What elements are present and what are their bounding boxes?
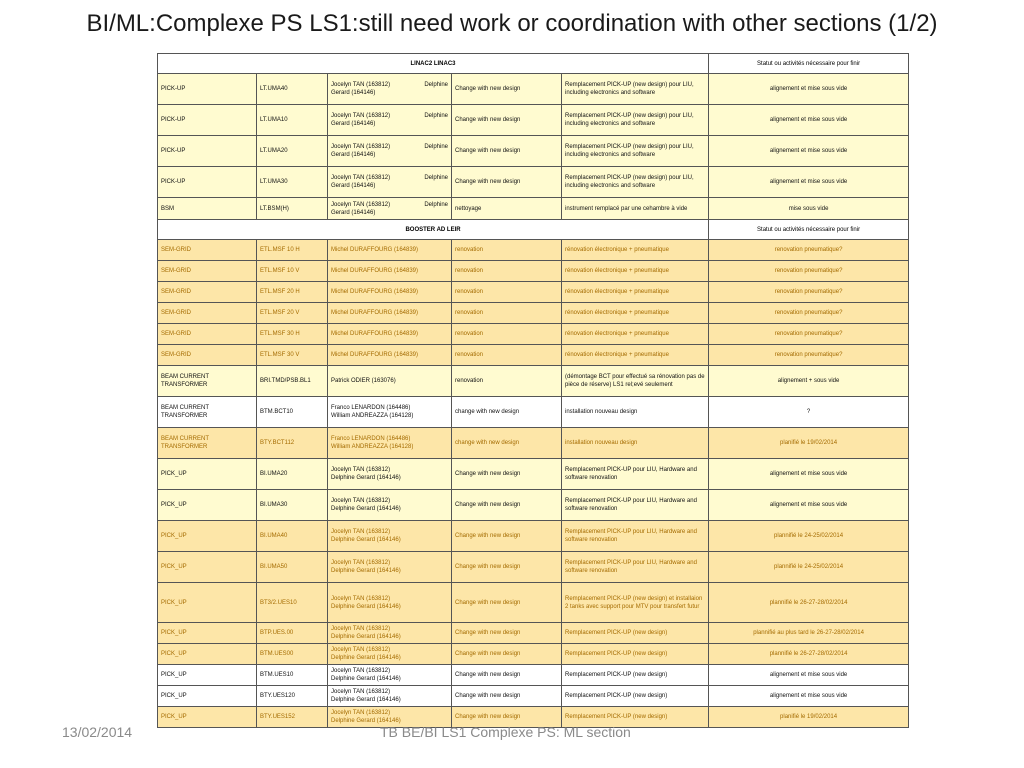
equipment-type-cell: PICK-UP bbox=[158, 167, 257, 198]
responsible-cell bbox=[328, 521, 452, 552]
description-cell: Remplacement PICK-UP pour LIU, Hardware and software renovation bbox=[562, 552, 709, 583]
equipment-ref-cell: ETL.MSF 20 V bbox=[257, 303, 328, 324]
action-cell: change with new design bbox=[452, 428, 562, 459]
responsible-line-1 bbox=[331, 595, 448, 603]
responsible-line-2: Delphine Gerard (164146) bbox=[331, 506, 401, 512]
responsible-name: Jocelyn TAN (163812) bbox=[331, 560, 391, 566]
description-cell: rénovation électronique + pneumatique bbox=[562, 324, 709, 345]
table-row bbox=[158, 345, 909, 366]
status-cell: ? bbox=[709, 397, 909, 428]
responsible-name: Jocelyn TAN (163812) bbox=[331, 201, 391, 208]
table-row bbox=[158, 665, 909, 686]
responsible-name-right: Delphine bbox=[424, 175, 448, 181]
responsible-name: Jocelyn TAN (163812) bbox=[331, 710, 391, 716]
equipment-ref-cell: ETL.MSF 30 H bbox=[257, 324, 328, 345]
equipment-ref-cell: BI.UMA30 bbox=[257, 490, 328, 521]
responsible-cell bbox=[328, 240, 452, 261]
equipment-type-cell: SEM-GRID bbox=[158, 282, 257, 303]
equipment-type-cell: SEM-GRID bbox=[158, 345, 257, 366]
responsible-name: Jocelyn TAN (163812) bbox=[331, 626, 391, 632]
table-row bbox=[158, 428, 909, 459]
responsible-cell bbox=[328, 665, 452, 686]
status-cell: alignement + sous vide bbox=[709, 366, 909, 397]
responsible-name: Franco LENARDON (164486) bbox=[331, 436, 411, 442]
equipment-type-cell: SEM-GRID bbox=[158, 240, 257, 261]
equipment-type-cell: SEM-GRID bbox=[158, 303, 257, 324]
table-row bbox=[158, 240, 909, 261]
action-cell: renovation bbox=[452, 324, 562, 345]
status-cell: alignement et mise sous vide bbox=[709, 686, 909, 707]
responsible-line-2: Gerard (164146) bbox=[331, 121, 376, 127]
responsible-name-right: Delphine bbox=[424, 113, 448, 119]
responsible-cell bbox=[328, 686, 452, 707]
action-cell: Change with new design bbox=[452, 665, 562, 686]
action-cell: Change with new design bbox=[452, 105, 562, 136]
equipment-ref-cell: LT.UMA40 bbox=[257, 74, 328, 105]
description-cell: Remplacement PICK-UP pour LIU, Hardware and software renovation bbox=[562, 459, 709, 490]
responsible-cell bbox=[328, 366, 452, 397]
equipment-type-cell: BEAM CURRENT TRANSFORMER bbox=[158, 366, 257, 397]
table-row bbox=[158, 261, 909, 282]
section-title: LINAC2 LINAC3 bbox=[158, 54, 709, 74]
section-header-row bbox=[158, 54, 909, 74]
table-row bbox=[158, 644, 909, 665]
table-row bbox=[158, 366, 909, 397]
equipment-ref-cell: BTY.UES152 bbox=[257, 707, 328, 728]
equipment-ref-cell: BTM.UES10 bbox=[257, 665, 328, 686]
responsible-name-right: Delphine bbox=[424, 201, 448, 208]
responsible-cell bbox=[328, 397, 452, 428]
description-cell: Remplacement PICK-UP (new design) pour LIU, including electronics and software bbox=[562, 74, 709, 105]
action-cell: renovation bbox=[452, 366, 562, 397]
responsible-line-2: Delphine Gerard (164146) bbox=[331, 697, 401, 703]
responsible-name: Jocelyn TAN (163812) bbox=[331, 144, 391, 150]
responsible-line-2: Delphine Gerard (164146) bbox=[331, 634, 401, 640]
action-cell: Change with new design bbox=[452, 136, 562, 167]
equipment-ref-cell: LT.BSM(H) bbox=[257, 198, 328, 220]
table-row bbox=[158, 303, 909, 324]
equipment-ref-cell: BTP.UES.00 bbox=[257, 623, 328, 644]
responsible-name: Jocelyn TAN (163812) bbox=[331, 647, 391, 653]
action-cell: Change with new design bbox=[452, 583, 562, 623]
responsible-name: Michel DURAFFOURG (164839) bbox=[331, 268, 419, 274]
responsible-cell bbox=[328, 198, 452, 220]
table-row bbox=[158, 198, 909, 220]
action-cell: Change with new design bbox=[452, 707, 562, 728]
equipment-ref-cell: BI.UMA20 bbox=[257, 459, 328, 490]
equipment-type-cell: PICK-UP bbox=[158, 105, 257, 136]
table-row bbox=[158, 521, 909, 552]
description-cell: instrument remplacé par une cehambre à vide bbox=[562, 198, 709, 220]
status-cell: plannifié au plus tard le 26-27-28/02/2014 bbox=[709, 623, 909, 644]
responsible-line-1 bbox=[331, 143, 448, 151]
responsible-line-1 bbox=[331, 288, 448, 296]
status-cell: alignement et mise sous vide bbox=[709, 167, 909, 198]
equipment-ref-cell: BTY.BCT112 bbox=[257, 428, 328, 459]
responsible-line-2: Delphine Gerard (164146) bbox=[331, 676, 401, 682]
responsible-line-2: Gerard (164146) bbox=[331, 209, 376, 216]
footer-date: 13/02/2014 bbox=[62, 724, 133, 740]
responsible-line-2: Delphine Gerard (164146) bbox=[331, 475, 401, 481]
status-cell: plannifié le 24-25/02/2014 bbox=[709, 552, 909, 583]
status-cell: alignement et mise sous vide bbox=[709, 105, 909, 136]
status-cell: renovation pneumatique? bbox=[709, 303, 909, 324]
table-row bbox=[158, 552, 909, 583]
equipment-ref-cell: BI.UMA40 bbox=[257, 521, 328, 552]
status-cell: planifié le 19/02/2014 bbox=[709, 707, 909, 728]
responsible-line-2: Delphine Gerard (164146) bbox=[331, 603, 401, 610]
responsible-name: Patrick ODIER (163076) bbox=[331, 378, 396, 384]
responsible-cell bbox=[328, 583, 452, 623]
responsible-line-1 bbox=[331, 246, 448, 254]
responsible-line-2: Delphine Gerard (164146) bbox=[331, 718, 401, 724]
responsible-line-1 bbox=[331, 201, 448, 209]
equipment-type-cell: SEM-GRID bbox=[158, 324, 257, 345]
table-row bbox=[158, 686, 909, 707]
responsible-name: Michel DURAFFOURG (164839) bbox=[331, 352, 419, 358]
responsible-line-2: Gerard (164146) bbox=[331, 90, 376, 96]
description-cell: Remplacement PICK-UP (new design) pour LIU, including electronics and software bbox=[562, 136, 709, 167]
responsible-name-right: Delphine bbox=[424, 82, 448, 88]
equipment-status-table bbox=[157, 53, 909, 728]
status-cell: renovation pneumatique? bbox=[709, 261, 909, 282]
equipment-type-cell: PICK_UP bbox=[158, 707, 257, 728]
responsible-line-2: Delphine Gerard (164146) bbox=[331, 655, 401, 661]
status-cell: plannifié le 26-27-28/02/2014 bbox=[709, 644, 909, 665]
status-cell: mise sous vide bbox=[709, 198, 909, 220]
status-cell: alignement et mise sous vide bbox=[709, 74, 909, 105]
responsible-line-1 bbox=[331, 435, 448, 443]
slide-title: BI/ML:Complexe PS LS1:still need work or coordination with other sections (1/2) bbox=[86, 10, 938, 37]
description-cell: Remplacement PICK-UP pour LIU, Hardware and software renovation bbox=[562, 521, 709, 552]
table-row bbox=[158, 167, 909, 198]
responsible-cell bbox=[328, 136, 452, 167]
responsible-name: Jocelyn TAN (163812) bbox=[331, 689, 391, 695]
action-cell: renovation bbox=[452, 282, 562, 303]
equipment-type-cell: PICK_UP bbox=[158, 644, 257, 665]
equipment-type-cell: BEAM CURRENT TRANSFORMER bbox=[158, 428, 257, 459]
equipment-ref-cell: LT.UMA20 bbox=[257, 136, 328, 167]
responsible-name: Michel DURAFFOURG (164839) bbox=[331, 247, 419, 253]
equipment-type-cell: PICK_UP bbox=[158, 552, 257, 583]
status-cell: alignement et mise sous vide bbox=[709, 665, 909, 686]
responsible-line-2: Gerard (164146) bbox=[331, 152, 376, 158]
responsible-line-1 bbox=[331, 528, 448, 536]
equipment-ref-cell: BRI.TMD/PSB.BL1 bbox=[257, 366, 328, 397]
responsible-line-1 bbox=[331, 559, 448, 567]
equipment-type-cell: BSM bbox=[158, 198, 257, 220]
responsible-name: Jocelyn TAN (163812) bbox=[331, 467, 391, 473]
status-cell: alignement et mise sous vide bbox=[709, 136, 909, 167]
responsible-cell bbox=[328, 552, 452, 583]
responsible-line-2: Delphine Gerard (164146) bbox=[331, 537, 401, 543]
section-header-row bbox=[158, 220, 909, 240]
responsible-name: Jocelyn TAN (163812) bbox=[331, 668, 391, 674]
responsible-cell bbox=[328, 303, 452, 324]
responsible-line-1 bbox=[331, 112, 448, 120]
action-cell: renovation bbox=[452, 303, 562, 324]
table-row bbox=[158, 324, 909, 345]
responsible-name-right: Delphine bbox=[424, 144, 448, 150]
responsible-line-1 bbox=[331, 309, 448, 317]
table-row bbox=[158, 397, 909, 428]
responsible-line-1 bbox=[331, 267, 448, 275]
responsible-cell bbox=[328, 644, 452, 665]
equipment-ref-cell: ETL.MSF 10 V bbox=[257, 261, 328, 282]
status-column-header: Statut ou activités nécessaire pour finir bbox=[709, 220, 909, 240]
description-cell: installation nouveau design bbox=[562, 428, 709, 459]
status-cell: plannifié le 26-27-28/02/2014 bbox=[709, 583, 909, 623]
equipment-type-cell: PICK_UP bbox=[158, 521, 257, 552]
action-cell: Change with new design bbox=[452, 644, 562, 665]
equipment-ref-cell: BTM.UES00 bbox=[257, 644, 328, 665]
action-cell: Change with new design bbox=[452, 490, 562, 521]
responsible-name: Jocelyn TAN (163812) bbox=[331, 498, 391, 504]
description-cell: rénovation électronique + pneumatique bbox=[562, 345, 709, 366]
responsible-name: Franco LENARDON (164486) bbox=[331, 405, 411, 411]
responsible-cell bbox=[328, 623, 452, 644]
description-cell: Remplacement PICK-UP (new design) pour LIU, including electronics and software bbox=[562, 105, 709, 136]
equipment-type-cell: PICK_UP bbox=[158, 583, 257, 623]
status-column-header: Statut ou activités nécessaire pour finir bbox=[709, 54, 909, 74]
equipment-ref-cell: BT3/2.UES10 bbox=[257, 583, 328, 623]
responsible-line-2: William ANDREAZZA (164128) bbox=[331, 444, 414, 450]
equipment-type-cell: PICK_UP bbox=[158, 623, 257, 644]
responsible-line-1 bbox=[331, 351, 448, 359]
responsible-cell bbox=[328, 459, 452, 490]
action-cell: Change with new design bbox=[452, 459, 562, 490]
description-cell: Remplacement PICK-UP (new design) bbox=[562, 623, 709, 644]
status-cell: renovation pneumatique? bbox=[709, 345, 909, 366]
equipment-type-cell: SEM-GRID bbox=[158, 261, 257, 282]
equipment-type-cell: PICK_UP bbox=[158, 459, 257, 490]
action-cell: renovation bbox=[452, 240, 562, 261]
description-cell: Remplacement PICK-UP (new design) pour LIU, including electronics and software bbox=[562, 167, 709, 198]
equipment-type-cell: PICK-UP bbox=[158, 136, 257, 167]
responsible-cell bbox=[328, 261, 452, 282]
equipment-ref-cell: BI.UMA50 bbox=[257, 552, 328, 583]
equipment-ref-cell: ETL.MSF 30 V bbox=[257, 345, 328, 366]
responsible-name: Michel DURAFFOURG (164839) bbox=[331, 310, 419, 316]
responsible-name: Jocelyn TAN (163812) bbox=[331, 175, 391, 181]
responsible-line-1 bbox=[331, 646, 448, 654]
status-cell: plannifié le 24-25/02/2014 bbox=[709, 521, 909, 552]
table-row bbox=[158, 74, 909, 105]
responsible-line-1 bbox=[331, 174, 448, 182]
responsible-name: Michel DURAFFOURG (164839) bbox=[331, 289, 419, 295]
table-row bbox=[158, 105, 909, 136]
responsible-line-1 bbox=[331, 466, 448, 474]
responsible-line-1 bbox=[331, 709, 448, 717]
responsible-line-1 bbox=[331, 625, 448, 633]
responsible-line-2: Delphine Gerard (164146) bbox=[331, 568, 401, 574]
status-cell: planifié le 19/02/2014 bbox=[709, 428, 909, 459]
responsible-line-2: Gerard (164146) bbox=[331, 183, 376, 189]
action-cell: Change with new design bbox=[452, 552, 562, 583]
description-cell: rénovation électronique + pneumatique bbox=[562, 240, 709, 261]
description-cell: (démontage BCT pour effectué sa rénovation pas de pièce de réserve) LS1 rel;evé seulement bbox=[562, 366, 709, 397]
responsible-cell bbox=[328, 105, 452, 136]
equipment-ref-cell: LT.UMA30 bbox=[257, 167, 328, 198]
responsible-cell bbox=[328, 282, 452, 303]
equipment-ref-cell: LT.UMA10 bbox=[257, 105, 328, 136]
description-cell: Remplacement PICK-UP (new design) bbox=[562, 644, 709, 665]
action-cell: Change with new design bbox=[452, 167, 562, 198]
equipment-type-cell: PICK_UP bbox=[158, 490, 257, 521]
action-cell: nettoyage bbox=[452, 198, 562, 220]
responsible-name: Jocelyn TAN (163812) bbox=[331, 529, 391, 535]
table-body bbox=[158, 54, 909, 728]
description-cell: rénovation électronique + pneumatique bbox=[562, 261, 709, 282]
table-row bbox=[158, 490, 909, 521]
responsible-cell bbox=[328, 428, 452, 459]
action-cell: Change with new design bbox=[452, 623, 562, 644]
responsible-line-1 bbox=[331, 404, 448, 412]
equipment-type-cell: BEAM CURRENT TRANSFORMER bbox=[158, 397, 257, 428]
description-cell: Remplacement PICK-UP (new design) bbox=[562, 686, 709, 707]
status-cell: alignement et mise sous vide bbox=[709, 459, 909, 490]
action-cell: Change with new design bbox=[452, 74, 562, 105]
description-cell: Remplacement PICK-UP (new design) bbox=[562, 707, 709, 728]
status-cell: alignement et mise sous vide bbox=[709, 490, 909, 521]
section-title: BOOSTER AD LEIR bbox=[158, 220, 709, 240]
table-row bbox=[158, 583, 909, 623]
responsible-line-1 bbox=[331, 377, 448, 385]
responsible-cell bbox=[328, 167, 452, 198]
table-row bbox=[158, 623, 909, 644]
footer-center-text: TB BE/BI LS1 Complexe PS: ML section bbox=[380, 724, 631, 740]
action-cell: renovation bbox=[452, 345, 562, 366]
status-cell: renovation pneumatique? bbox=[709, 240, 909, 261]
table-row bbox=[158, 136, 909, 167]
responsible-cell bbox=[328, 74, 452, 105]
action-cell: Change with new design bbox=[452, 686, 562, 707]
table-row bbox=[158, 282, 909, 303]
responsible-cell bbox=[328, 324, 452, 345]
equipment-ref-cell: BTY.UES120 bbox=[257, 686, 328, 707]
responsible-line-1 bbox=[331, 497, 448, 505]
action-cell: Change with new design bbox=[452, 521, 562, 552]
responsible-line-1 bbox=[331, 81, 448, 89]
status-cell: renovation pneumatique? bbox=[709, 324, 909, 345]
equipment-type-cell: PICK-UP bbox=[158, 74, 257, 105]
responsible-name: Jocelyn TAN (163812) bbox=[331, 595, 391, 602]
equipment-ref-cell: BTM.BCT10 bbox=[257, 397, 328, 428]
responsible-name: Jocelyn TAN (163812) bbox=[331, 82, 391, 88]
equipment-ref-cell: ETL.MSF 10 H bbox=[257, 240, 328, 261]
responsible-line-1 bbox=[331, 330, 448, 338]
status-cell: renovation pneumatique? bbox=[709, 282, 909, 303]
responsible-line-1 bbox=[331, 688, 448, 696]
equipment-ref-cell: ETL.MSF 20 H bbox=[257, 282, 328, 303]
description-cell: Remplacement PICK-UP (new design) et installaion 2 tanks avec support pour MTV pour transfert futur bbox=[562, 583, 709, 623]
description-cell: rénovation électronique + pneumatique bbox=[562, 282, 709, 303]
responsible-cell bbox=[328, 490, 452, 521]
description-cell: Remplacement PICK-UP (new design) bbox=[562, 665, 709, 686]
table-row bbox=[158, 459, 909, 490]
responsible-name: Jocelyn TAN (163812) bbox=[331, 113, 391, 119]
description-cell: rénovation électronique + pneumatique bbox=[562, 303, 709, 324]
responsible-line-1 bbox=[331, 667, 448, 675]
action-cell: change with new design bbox=[452, 397, 562, 428]
equipment-type-cell: PICK_UP bbox=[158, 686, 257, 707]
description-cell: installation nouveau design bbox=[562, 397, 709, 428]
description-cell: Remplacement PICK-UP pour LIU, Hardware and software renovation bbox=[562, 490, 709, 521]
responsible-cell bbox=[328, 345, 452, 366]
responsible-line-2: William ANDREAZZA (164128) bbox=[331, 413, 414, 419]
responsible-name: Michel DURAFFOURG (164839) bbox=[331, 331, 419, 337]
action-cell: renovation bbox=[452, 261, 562, 282]
equipment-type-cell: PICK_UP bbox=[158, 665, 257, 686]
